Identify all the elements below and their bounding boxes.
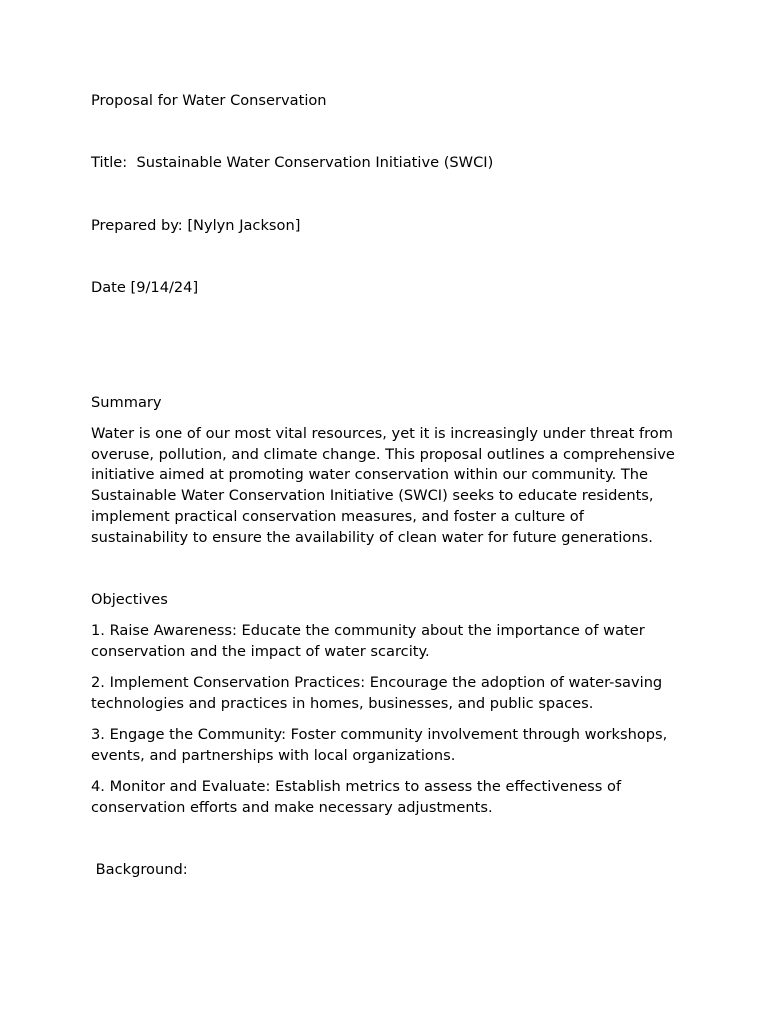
objectives-heading: Objectives (91, 591, 168, 609)
objective-item-3: 3. Engage the Community: Foster community involvement through workshops, events, and partnerships with local organizations. (91, 726, 668, 765)
objective-item-2: 2. Implement Conservation Practices: Encourage the adoption of water-saving technologies and practices in homes, businesses, and public spaces. (91, 674, 663, 713)
document-heading: Proposal for Water Conservation (91, 92, 327, 109)
summary-paragraph: Water is one of our most vital resources, yet it is increasingly under threat from overuse, pollution, and climate change. This proposal outlines a comprehensive initiative aimed at promoting water conservation within our community. The Sustainable Water Conservation Initiative (SWCI) seeks to educate residents, implement practical conservation measures, and foster a culture of sustainability to ensure the availability of clean water for future generations. (91, 424, 675, 546)
summary-heading: Summary (91, 393, 162, 411)
date-line: Date [9/14/24] (91, 279, 199, 297)
background-heading: Background: (91, 861, 188, 879)
title-line: Title: Sustainable Water Conservation Initiative (SWCI) (91, 154, 494, 172)
prepared-by-line: Prepared by: [Nylyn Jackson] (91, 216, 301, 234)
objective-item-1: 1. Raise Awareness: Educate the community about the importance of water conservation and the impact of water scarcity. (91, 622, 645, 661)
objective-item-4: 4. Monitor and Evaluate: Establish metrics to assess the effectiveness of conservation efforts and make necessary adjustments. (91, 778, 622, 817)
document-body (91, 91, 681, 881)
